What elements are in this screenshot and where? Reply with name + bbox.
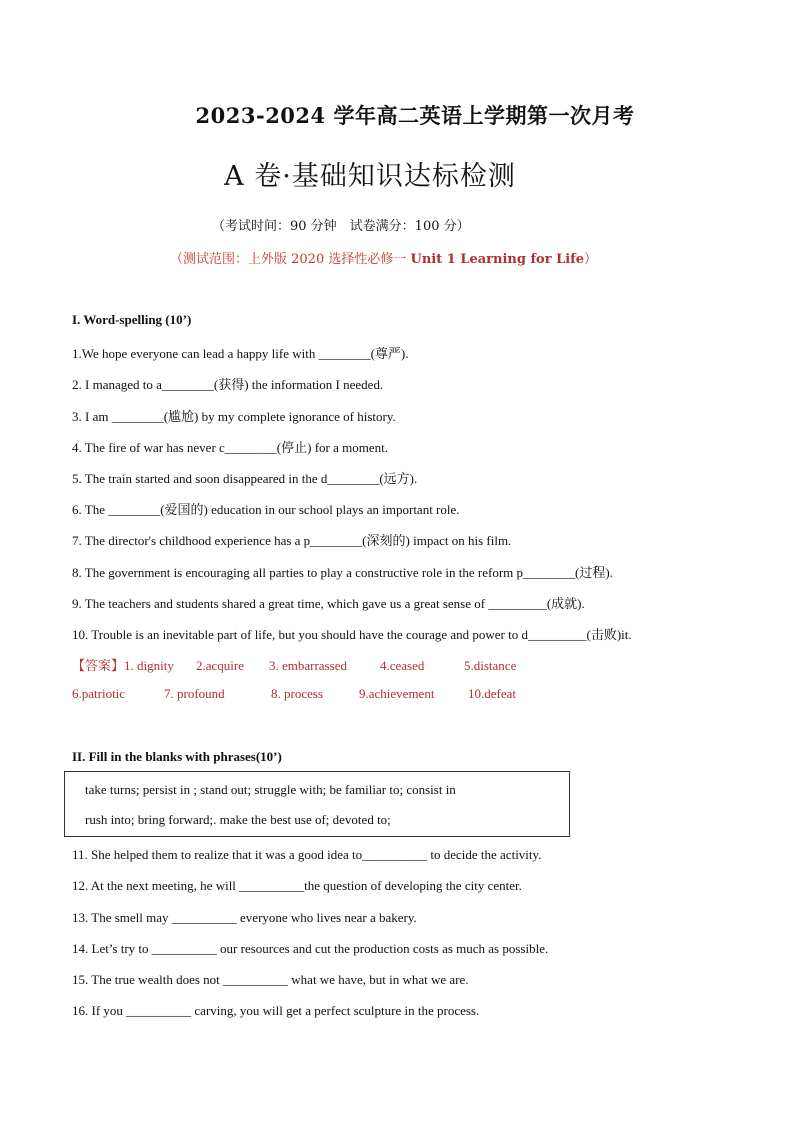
question-4: 4. The fire of war has never c________(停止) for a moment. (72, 440, 388, 455)
section-heading-phrases: II. Fill in the blanks with phrases(10’) (72, 749, 282, 764)
phrase-bank-box (64, 771, 570, 837)
question-11: 11. She helped them to realize that it was a good idea to__________ to decide the activity. (72, 847, 542, 862)
answer-item: 5.distance (464, 658, 517, 673)
answer-item: 【答案】1. dignity (72, 658, 174, 673)
answer-item: 10.defeat (468, 686, 517, 701)
answer-item: 3. embarrassed (269, 658, 347, 673)
question-13: 13. The smell may __________ everyone who lives near a bakery. (72, 910, 417, 925)
question-10: 10. Trouble is an inevitable part of life, but you should have the courage and power to d_________(击败)it. (72, 627, 632, 642)
question-14: 14. Let’s try to __________ our resources and cut the production costs as much as possible. (72, 941, 549, 956)
question-2: 2. I managed to a________(获得) the information I needed. (72, 377, 384, 392)
question-5: 5. The train started and soon disappeared in the d________(远方). (72, 471, 418, 486)
answer-item: 7. profound (164, 686, 225, 701)
question-8: 8. The government is encouraging all parties to play a constructive role in the reform p________(过程). (72, 565, 613, 580)
answer-item: 8. process (271, 686, 323, 701)
question-12: 12. At the next meeting, he will __________the question of developing the city center. (72, 878, 522, 893)
answer-item: 4.ceased (380, 658, 425, 673)
phrase-bank-row-2: rush into; bring forward;. make the best use of; devoted to; (85, 812, 391, 827)
question-7: 7. The director's childhood experience has a p________(深刻的) impact on his film. (72, 533, 512, 548)
answer-item: 6.patriotic (72, 686, 126, 701)
question-16: 16. If you __________ carving, you will get a perfect sculpture in the process. (72, 1003, 480, 1018)
question-9: 9. The teachers and students shared a great time, which gave us a great sense of _________(成就). (72, 596, 585, 611)
exam-title: 2023-2024 学年高二英语上学期第一次月考 (195, 103, 635, 128)
question-3: 3. I am ________(尴尬) by my complete ignorance of history. (72, 409, 396, 424)
question-6: 6. The ________(爱国的) education in our school plays an important role. (72, 502, 460, 517)
scope-prefix: （测试范围：上外版 2020 选择性必修一 (170, 252, 411, 267)
scope-unit: Unit 1 Learning for Life (410, 252, 585, 267)
scope-suffix: ） (584, 252, 598, 267)
answer-item: 9.achievement (359, 686, 435, 701)
exam-subtitle: A 卷·基础知识达标检测 (224, 161, 516, 192)
question-15: 15. The true wealth does not __________ what we have, but in what we are. (72, 972, 469, 987)
phrase-bank-row-1: take turns; persist in ; stand out; struggle with; be familiar to; consist in (85, 782, 456, 797)
exam-time-info: （考试时间：90 分钟 试卷满分：100 分） (212, 219, 470, 234)
section-heading-word-spelling: I. Word-spelling (10’) (72, 312, 192, 327)
answers-row-2 (72, 686, 516, 702)
exam-scope (170, 248, 597, 267)
question-1: 1.We hope everyone can lead a happy life with ________(尊严). (72, 346, 409, 361)
answer-item: 2.acquire (196, 658, 245, 673)
answers-row-1 (72, 655, 516, 674)
